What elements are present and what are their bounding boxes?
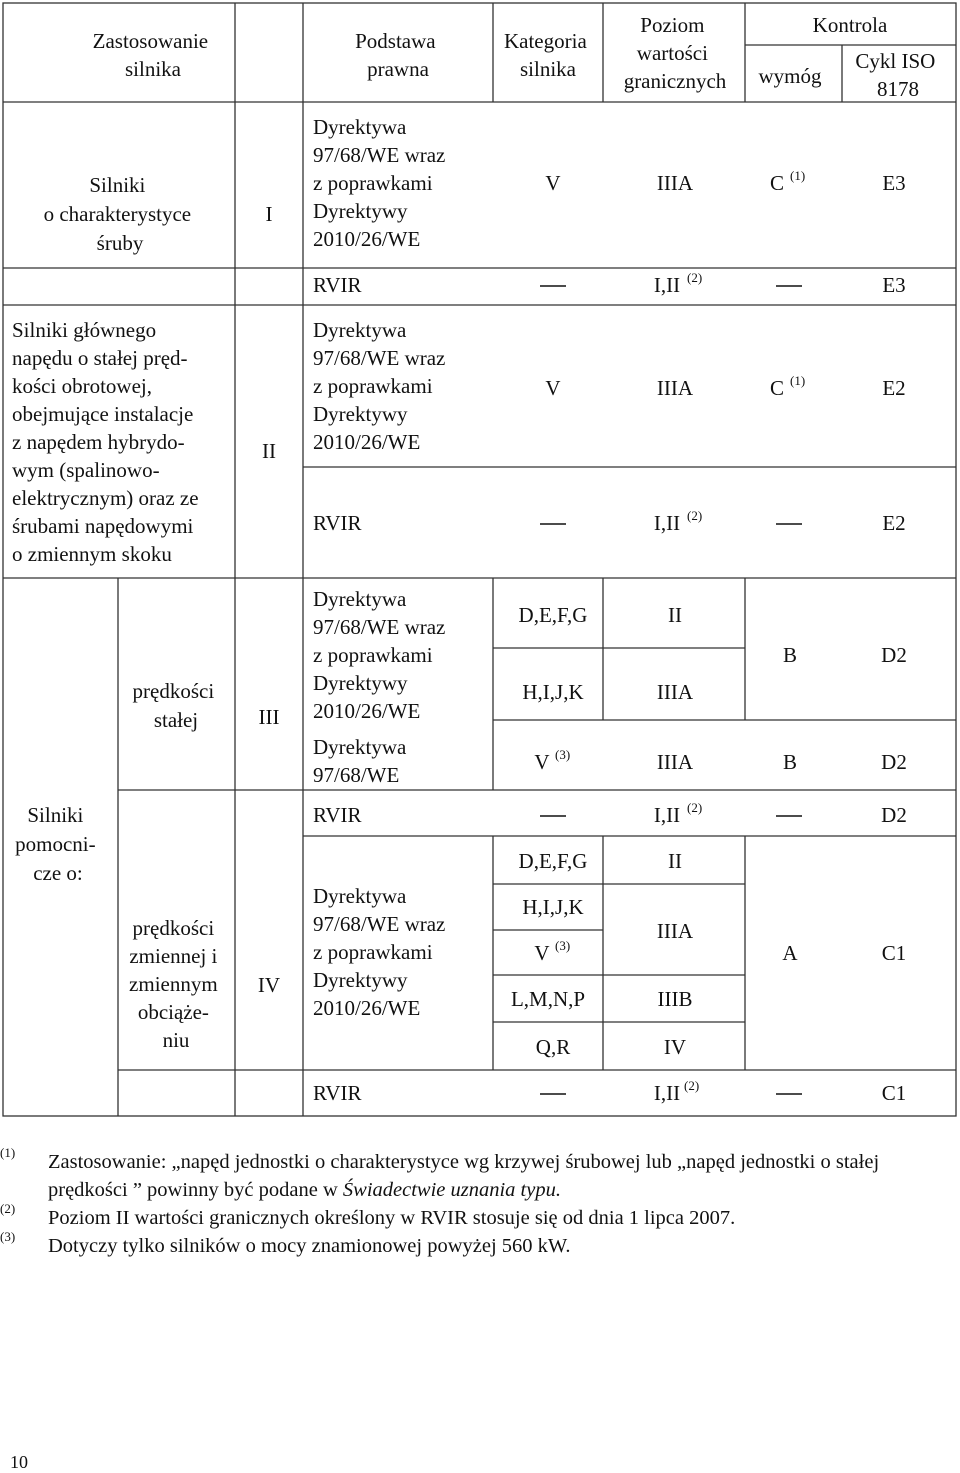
footnote-ref: (1) bbox=[790, 373, 806, 388]
row-application: Silniki głównego napędu o stałej pręd- kości obrotowej, obejmujące instalacje z napędem hybrydo- wym (spalinowo- elektrycznym) oraz ze śrubami napędowymi o zmiennym skoku bbox=[12, 318, 199, 566]
footnote-ref: (3) bbox=[555, 747, 571, 762]
rvir-category: RVIR bbox=[313, 803, 362, 827]
legal-basis-cell: Dyrektywa 97/68/WE wraz z poprawkami Dyrektywy 2010/26/WE Dyrektywa 97/68/WE bbox=[313, 587, 446, 787]
header-control: Kontrola bbox=[812, 13, 888, 37]
header-legal-basis: Podstawa prawna bbox=[355, 29, 436, 81]
row-numeral: I bbox=[265, 202, 273, 226]
header-limit-level: Poziom wartości granicznych bbox=[623, 13, 727, 93]
requirement-value: C bbox=[769, 171, 785, 195]
category-value: V bbox=[534, 750, 550, 774]
subrow-variable-speed bbox=[129, 849, 906, 1105]
rvir-category: RVIR bbox=[313, 511, 362, 535]
footnote-text: Poziom II wartości granicznych określony w RVIR stosuje się od dnia 1 lipca 2007. bbox=[48, 1207, 736, 1229]
rvir-category: RVIR bbox=[313, 273, 362, 297]
cycle-value: D2 bbox=[881, 643, 907, 667]
category-value: V bbox=[534, 941, 550, 965]
row-numeral: II bbox=[262, 439, 276, 463]
category-value: D,E,F,G bbox=[518, 849, 588, 873]
footnote-ref: (1) bbox=[790, 168, 806, 183]
header-engine-category: Kategoria silnika bbox=[503, 29, 587, 81]
page-number: 10 bbox=[10, 1452, 28, 1472]
category-value: H,I,J,K bbox=[522, 680, 584, 704]
cycle-value: C1 bbox=[881, 941, 907, 965]
category-value: L,M,N,P bbox=[510, 987, 586, 1011]
rvir-level: I,II bbox=[653, 273, 681, 297]
footnote-ref: (2) bbox=[684, 1078, 700, 1093]
cycle-value: E3 bbox=[882, 171, 906, 195]
rvir-cycle: D2 bbox=[881, 803, 907, 827]
row-application: Silniki o charakterystyce śruby bbox=[43, 173, 192, 255]
level-value: IV bbox=[663, 1035, 687, 1059]
rvir-cycle: E2 bbox=[882, 511, 906, 535]
row-application: Silniki pomocni- cze o: bbox=[15, 803, 96, 885]
footnote-ref: (2) bbox=[687, 800, 703, 815]
footnote-ref: (2) bbox=[687, 508, 703, 523]
footnote-mark: (3) bbox=[0, 1229, 16, 1244]
cycle-value: E2 bbox=[882, 376, 906, 400]
level-value: IIIA bbox=[656, 171, 694, 195]
footnote-2 bbox=[0, 1201, 960, 1232]
footnote-3 bbox=[0, 1229, 960, 1260]
level-value: IIIA bbox=[656, 750, 694, 774]
legal-basis-cell: Dyrektywa 97/68/WE wraz z poprawkami Dyrektywy 2010/26/WE bbox=[313, 115, 446, 251]
level-value: II bbox=[668, 603, 682, 627]
cycle-value: D2 bbox=[881, 750, 907, 774]
footnote-mark: (2) bbox=[0, 1201, 16, 1216]
subrow-constant-speed bbox=[133, 587, 907, 827]
row-numeral: III bbox=[258, 705, 280, 729]
footnote-mark: (1) bbox=[0, 1145, 16, 1160]
footnotes bbox=[0, 1145, 960, 1260]
rvir-level: I,II bbox=[653, 511, 681, 535]
legal-basis-cell: Dyrektywa 97/68/WE wraz z poprawkami Dyrektywy 2010/26/WE bbox=[313, 318, 446, 454]
row-numeral: IV bbox=[257, 973, 281, 997]
requirement-value: C bbox=[769, 376, 785, 400]
row-auxiliary bbox=[15, 587, 907, 1105]
category-value: D,E,F,G bbox=[518, 603, 588, 627]
footnote-ref: (2) bbox=[687, 270, 703, 285]
rvir-cycle: C1 bbox=[881, 1081, 907, 1105]
footnote-text: Dotyczy tylko silników o mocy znamionowej powyżej 560 kW. bbox=[48, 1235, 571, 1257]
level-value: IIIA bbox=[656, 376, 694, 400]
level-value: IIIA bbox=[656, 680, 694, 704]
row-propeller bbox=[44, 115, 906, 297]
category-value: H,I,J,K bbox=[522, 895, 584, 919]
footnote-text-italic: Świadectwie uznania typu. bbox=[342, 1179, 561, 1201]
requirement-value: B bbox=[782, 643, 798, 667]
category-value: V bbox=[545, 376, 561, 400]
level-value: II bbox=[668, 849, 682, 873]
category-value: V bbox=[545, 171, 561, 195]
footnote-ref: (3) bbox=[555, 938, 571, 953]
header-application: Zastosowanie silnika bbox=[92, 29, 209, 81]
rvir-category: RVIR bbox=[313, 1081, 362, 1105]
header-requirement: wymóg bbox=[758, 64, 822, 88]
sub-application: prędkości zmiennej i zmiennym obciąże- niu bbox=[129, 916, 218, 1052]
rvir-level: I,II bbox=[653, 803, 681, 827]
requirement-value: A bbox=[782, 941, 798, 965]
rvir-cycle: E3 bbox=[882, 273, 906, 297]
requirement-value: B bbox=[782, 750, 798, 774]
level-value: IIIA bbox=[656, 919, 694, 943]
rvir-level: I,II bbox=[653, 1081, 681, 1105]
category-value: Q,R bbox=[535, 1035, 571, 1059]
sub-application: prędkości stałej bbox=[132, 679, 215, 732]
row-main-constant bbox=[12, 318, 906, 566]
footnote-1 bbox=[0, 1145, 960, 1204]
footnote-text: Zastosowanie: „napęd jednostki o charakterystyce wg krzywej śrubowej lub „napęd jednostki o stałej prędkości ” powinny być podane w bbox=[48, 1151, 880, 1201]
level-value: IIIB bbox=[657, 987, 693, 1011]
legal-basis-cell: Dyrektywa 97/68/WE wraz z poprawkami Dyrektywy 2010/26/WE bbox=[313, 884, 446, 1020]
table-header bbox=[93, 13, 941, 101]
header-iso-cycle: Cykl ISO 8178 bbox=[855, 49, 936, 101]
